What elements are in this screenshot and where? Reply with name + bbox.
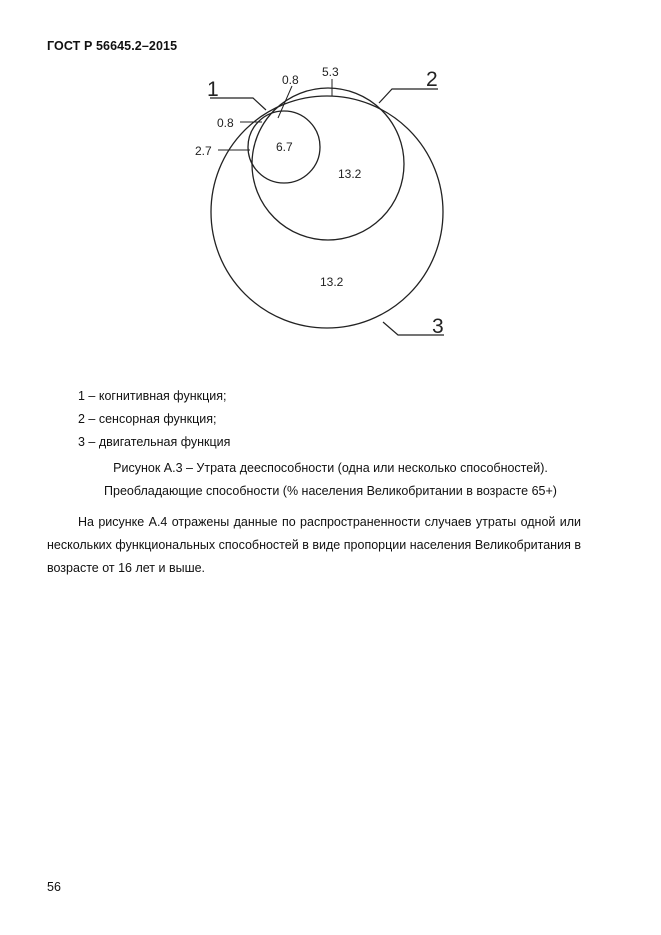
value-all-three: 6.7 bbox=[276, 140, 293, 154]
figure-caption-subtitle: Преобладающие способности (% населения Великобритании в возрасте 65+) bbox=[104, 484, 557, 498]
value-top-sensory: 5.3 bbox=[322, 65, 339, 79]
document-header: ГОСТ Р 56645.2–2015 bbox=[47, 39, 178, 53]
leader-line-2 bbox=[379, 89, 438, 103]
marker-2: 2 bbox=[426, 68, 438, 91]
marker-1: 1 bbox=[207, 78, 219, 101]
legend-item-motor: 3 – двигательная функция bbox=[78, 435, 231, 449]
venn-diagram bbox=[0, 0, 661, 380]
figure-caption-title: Рисунок А.3 – Утрата дееспособности (одна или несколько способностей). bbox=[113, 461, 548, 475]
page-number: 56 bbox=[47, 880, 61, 894]
value-sensory-motor: 13.2 bbox=[338, 167, 362, 181]
value-only-cognitive: 0.8 bbox=[282, 73, 299, 87]
legend-item-sensory: 2 – сенсорная функция; bbox=[78, 412, 217, 426]
value-cognitive-sensory: 0.8 bbox=[217, 116, 234, 130]
value-motor-only: 13.2 bbox=[320, 275, 344, 289]
circle-sensory bbox=[252, 88, 404, 240]
marker-3: 3 bbox=[432, 315, 444, 338]
circle-motor bbox=[211, 96, 443, 328]
body-paragraph: На рисунке А.4 отражены данные по распространенности случаев утраты одной или нескольких функциональных способностей в виде пропорции населения Великобритания в возрасте от 16 лет и выше. bbox=[47, 515, 581, 575]
value-cognitive-motor: 2.7 bbox=[195, 144, 212, 158]
figure-legend bbox=[78, 385, 230, 454]
legend-item-cognitive: 1 – когнитивная функция; bbox=[78, 389, 227, 403]
